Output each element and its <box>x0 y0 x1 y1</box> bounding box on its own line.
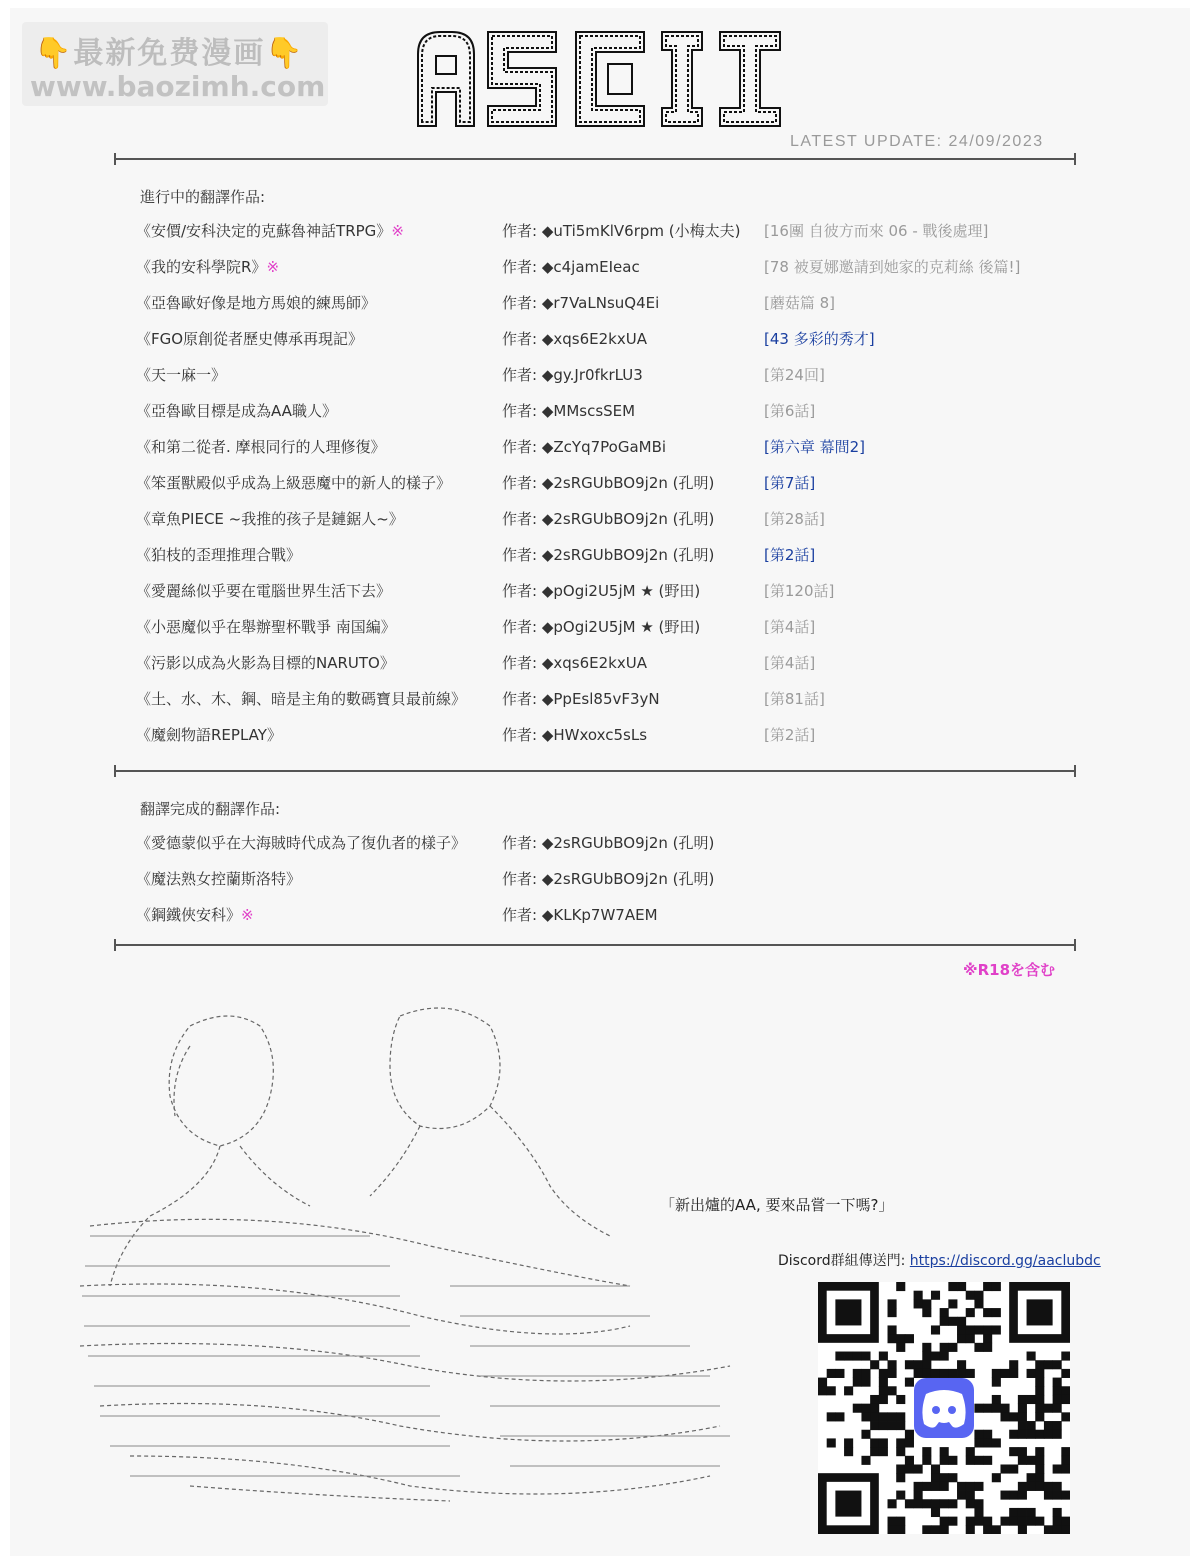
latest-chapter[interactable]: [第28話] <box>764 510 825 528</box>
ascii-art-illustration <box>70 986 750 1506</box>
work-author: 作者: ◆xqs6E2kxUA <box>502 330 647 348</box>
work-title[interactable]: 《笨蛋獸殿似乎成為上級惡魔中的新人的樣子》 <box>136 474 452 492</box>
list-item[interactable] <box>136 472 1096 498</box>
divider-bottom <box>114 944 1076 946</box>
latest-chapter[interactable]: [第81話] <box>764 690 825 708</box>
last-update: LATEST UPDATE: 24/09/2023 <box>790 133 1044 150</box>
latest-chapter[interactable]: [第六章 幕間2] <box>764 438 866 456</box>
latest-chapter[interactable]: [16團 自彼方而來 06 - 戰後處理] <box>764 222 989 240</box>
latest-chapter[interactable]: [第7話] <box>764 474 816 492</box>
work-author: 作者: ◆ZcYq7PoGaMBi <box>502 438 667 456</box>
pointing-down-hand-icon: 👇 <box>265 36 305 71</box>
list-item[interactable] <box>136 400 1096 426</box>
watermark-url: www.baozimh.com <box>30 70 326 103</box>
latest-chapter[interactable]: [第6話] <box>764 402 816 420</box>
work-title[interactable]: 《污影以成為火影為目標的NARUTO》 <box>136 654 395 672</box>
work-title[interactable]: 《章魚PIECE ~我推的孩子是鏈鋸人~》 <box>136 510 404 528</box>
r18-mark: ※ <box>266 258 280 276</box>
list-item[interactable] <box>136 544 1096 570</box>
work-title[interactable]: 《狛枝的歪理推理合戰》 <box>136 546 302 564</box>
work-title[interactable]: 《愛德蒙似乎在大海賊時代成為了復仇者的樣子》 <box>136 834 467 852</box>
latest-chapter[interactable]: [第4話] <box>764 618 816 636</box>
work-title[interactable]: 《FGO原創從者歷史傳承再現記》 <box>136 330 364 348</box>
work-title[interactable]: 《愛麗絲似乎要在電腦世界生活下去》 <box>136 582 392 600</box>
discord-label: Discord群組傳送門: <box>778 1253 906 1269</box>
work-author: 作者: ◆c4jamEIeac <box>502 258 640 276</box>
work-author: 作者: ◆pOgi2U5jM ★ (野田) <box>502 582 701 600</box>
work-title[interactable]: 《土、水、木、鋼、暗是主角的數碼寶貝最前線》 <box>136 690 467 708</box>
work-author: 作者: ◆2sRGUbBO9j2n (孔明) <box>502 546 715 564</box>
qr-code-icon <box>818 1282 1070 1534</box>
list-item[interactable] <box>136 328 1096 354</box>
list-item[interactable] <box>136 652 1096 678</box>
work-title[interactable]: 《亞魯歐目標是成為AA職人》 <box>136 402 337 420</box>
r18-mark: ※ <box>391 222 404 240</box>
latest-chapter[interactable]: [第4話] <box>764 654 816 672</box>
ongoing-title: 進行中的翻譯作品: <box>140 188 266 206</box>
list-item[interactable] <box>136 292 1096 318</box>
list-item[interactable] <box>136 724 1096 750</box>
list-item[interactable] <box>136 688 1096 714</box>
work-author: 作者: ◆gy.Jr0fkrLU3 <box>502 366 643 384</box>
latest-chapter[interactable]: [蘑菇篇 8] <box>764 294 836 312</box>
work-author: 作者: ◆KLKp7W7AEM <box>502 906 658 924</box>
list-item[interactable] <box>136 832 1096 858</box>
work-author: 作者: ◆r7VaLNsuQ4Ei <box>502 294 660 312</box>
quote-text: 「新出爐的AA, 要來品嘗一下嗎?」 <box>660 1196 894 1214</box>
r18-mark: ※ <box>241 906 254 924</box>
completed-title: 翻譯完成的翻譯作品: <box>140 800 281 818</box>
watermark-line1: 👇最新免费漫画👇 <box>34 36 305 71</box>
work-author: 作者: ◆uTi5mKlV6rpm (小梅太夫) <box>502 222 741 240</box>
list-item[interactable] <box>136 868 1096 894</box>
work-author: 作者: ◆2sRGUbBO9j2n (孔明) <box>502 474 715 492</box>
work-title[interactable]: 《魔法熟女控蘭斯洛特》 <box>136 870 302 888</box>
ascii-logo <box>396 26 784 128</box>
work-author: 作者: ◆pOgi2U5jM ★ (野田) <box>502 618 701 636</box>
divider-top <box>114 158 1076 160</box>
work-title[interactable]: 《鋼鐵俠安科》※ <box>136 906 254 924</box>
r18-note: ※R18を含む <box>963 961 1056 979</box>
work-title[interactable]: 《魔劍物語REPLAY》 <box>136 726 282 744</box>
work-title[interactable]: 《我的安科學院R》※ <box>136 258 280 276</box>
list-item[interactable] <box>136 220 1096 246</box>
pointing-down-hand-icon: 👇 <box>34 36 74 71</box>
list-item[interactable] <box>136 904 1096 930</box>
latest-chapter[interactable]: [第2話] <box>764 546 816 564</box>
site-watermark <box>22 22 328 106</box>
latest-chapter[interactable]: [第120話] <box>764 582 835 600</box>
work-author: 作者: ◆HWxoxc5sLs <box>502 726 648 744</box>
list-item[interactable] <box>136 364 1096 390</box>
list-item[interactable] <box>136 256 1096 282</box>
work-title[interactable]: 《小惡魔似乎在舉辦聖杯戰爭 南国編》 <box>136 618 396 636</box>
work-author: 作者: ◆PpEsl85vF3yN <box>502 690 660 708</box>
divider-middle <box>114 770 1076 772</box>
work-author: 作者: ◆2sRGUbBO9j2n (孔明) <box>502 834 715 852</box>
list-item[interactable] <box>136 436 1096 462</box>
work-title[interactable]: 《亞魯歐好像是地方馬娘的練馬師》 <box>136 294 377 312</box>
discord-line <box>778 1250 1101 1270</box>
work-title[interactable]: 《安價/安科決定的克蘇魯神話TRPG》※ <box>136 222 404 240</box>
list-item[interactable] <box>136 580 1096 606</box>
work-title[interactable]: 《天一麻一》 <box>136 366 227 384</box>
discord-link[interactable]: https://discord.gg/aaclubdc <box>909 1253 1101 1269</box>
work-author: 作者: ◆xqs6E2kxUA <box>502 654 647 672</box>
latest-chapter[interactable]: [第2話] <box>764 726 816 744</box>
latest-chapter[interactable]: [43 多彩的秀才] <box>764 330 875 348</box>
list-item[interactable] <box>136 508 1096 534</box>
work-author: 作者: ◆MMscsSEM <box>502 402 636 420</box>
latest-chapter[interactable]: [78 被夏娜邀請到她家的克莉絲 後篇!] <box>764 258 1021 276</box>
work-author: 作者: ◆2sRGUbBO9j2n (孔明) <box>502 870 715 888</box>
list-item[interactable] <box>136 616 1096 642</box>
work-title[interactable]: 《和第二從者. 摩根同行的人理修復》 <box>136 438 386 456</box>
latest-chapter[interactable]: [第24回] <box>764 366 825 384</box>
work-author: 作者: ◆2sRGUbBO9j2n (孔明) <box>502 510 715 528</box>
discord-logo-icon <box>914 1378 974 1438</box>
